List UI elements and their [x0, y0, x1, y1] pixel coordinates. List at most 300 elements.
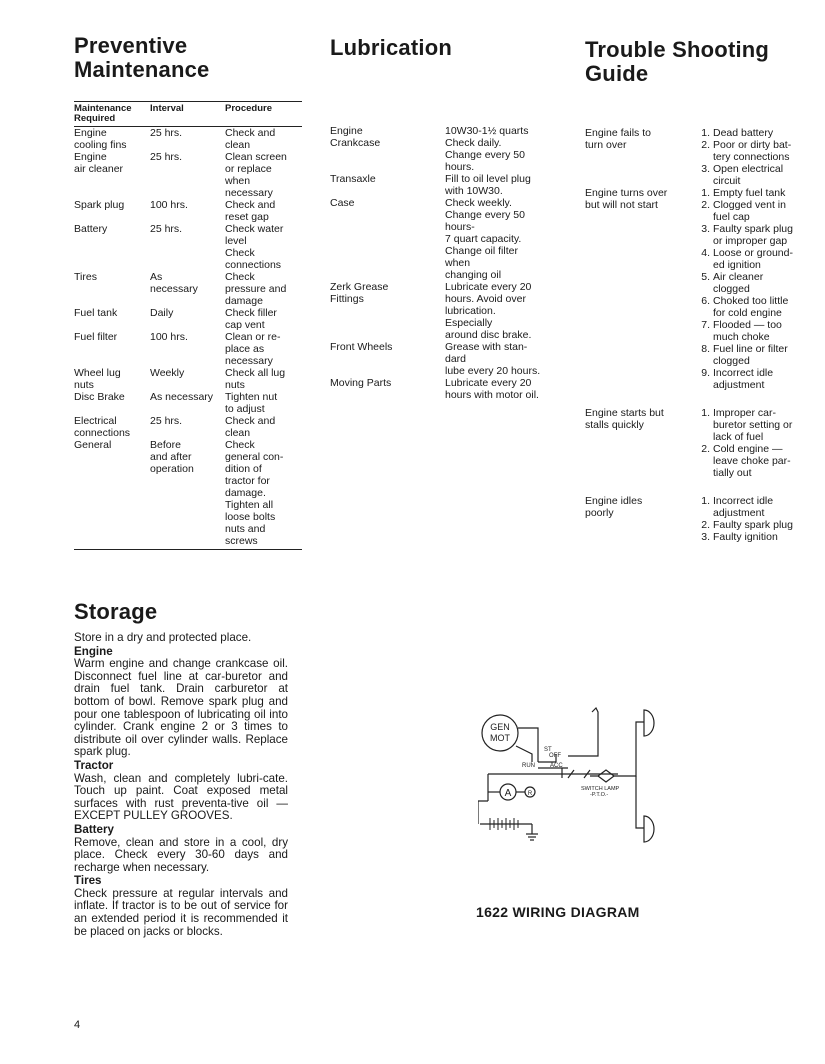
- lubrication-cell: [330, 125, 445, 173]
- lubrication-instruction: hours with motor oil.: [445, 389, 539, 401]
- maintenance-interval: 25 hrs.: [150, 151, 183, 163]
- table-cell: [225, 439, 302, 547]
- trouble-symptom: turn over: [585, 139, 627, 151]
- cause-text: Air cleaner: [713, 271, 764, 283]
- lubrication-cell: [445, 197, 560, 281]
- cause-text-block: [713, 223, 793, 247]
- cause-text: clogged: [713, 355, 750, 367]
- lubrication-cell: [445, 125, 560, 173]
- headlight-top: [644, 710, 654, 736]
- cause-text-block: [713, 319, 782, 343]
- table-row: [74, 199, 302, 223]
- maintenance-item: cooling fins: [74, 139, 127, 151]
- wire: [478, 801, 488, 824]
- header-interval: Interval: [150, 103, 184, 114]
- table-cell: [74, 151, 150, 199]
- maintenance-procedure: necessary: [225, 187, 273, 199]
- maintenance-procedure: Check water: [225, 223, 284, 235]
- maintenance-procedure: Tighten nut: [225, 391, 278, 403]
- lubrication-instruction: Lubricate every 20: [445, 377, 532, 389]
- lubrication-instruction: Especially: [445, 317, 493, 329]
- storage-subheading: Tires: [74, 874, 102, 888]
- table-row: [74, 331, 302, 367]
- cause-number: 7.: [701, 319, 710, 331]
- lubrication-row: [330, 281, 560, 341]
- table-row: [74, 127, 302, 151]
- maintenance-interval: 25 hrs.: [150, 127, 183, 139]
- cause-text: Loose or ground-: [713, 247, 793, 259]
- lubrication-row: [330, 341, 560, 377]
- trouble-row: [585, 127, 825, 187]
- trouble-shooting-title: [585, 38, 769, 86]
- diagram-label-st: ST: [544, 747, 552, 753]
- lubrication-instruction: when: [445, 257, 471, 269]
- cause-text: Fuel line or filter: [713, 343, 788, 355]
- trouble-cause: [700, 343, 825, 367]
- cause-text: adjustment: [713, 379, 765, 391]
- table-cell: [225, 199, 302, 223]
- table-row: [74, 307, 302, 331]
- cause-text: circuit: [713, 175, 741, 187]
- lubrication-instruction: with 10W30.: [445, 185, 503, 197]
- storage-section: [74, 632, 288, 938]
- cause-number: 9.: [701, 367, 710, 379]
- table-cell: [150, 271, 225, 307]
- cause-text: adjustment: [713, 507, 765, 519]
- cause-text-block: [713, 367, 773, 391]
- wire: [518, 728, 538, 762]
- cause-text-block: [713, 139, 791, 163]
- cause-text-block: [713, 519, 793, 531]
- lubrication-item: Fittings: [330, 293, 364, 305]
- lubrication-cell: [330, 341, 445, 377]
- cause-text: Faulty spark plug: [713, 519, 793, 531]
- table-cell: [74, 271, 150, 307]
- diagram-label-acc: ACC: [550, 763, 563, 769]
- trouble-cause: [700, 163, 825, 187]
- diagram-label-pto: -P.T.O.-: [590, 792, 609, 798]
- maintenance-procedure: to adjust: [225, 403, 265, 415]
- table-cell: [225, 391, 302, 415]
- table-cell: [225, 223, 302, 271]
- maintenance-item: nuts: [74, 379, 94, 391]
- cause-number: 8.: [701, 343, 710, 355]
- maintenance-table-header: [74, 101, 302, 127]
- trouble-symptom: poorly: [585, 507, 614, 519]
- title-line: Guide: [585, 61, 649, 86]
- wire: [636, 776, 644, 828]
- cause-text: leave choke par-: [713, 455, 791, 467]
- lubrication-item: Transaxle: [330, 173, 376, 185]
- table-cell: [225, 127, 302, 151]
- maintenance-item: Tires: [74, 271, 97, 283]
- cause-number: 2.: [701, 199, 710, 211]
- cause-text: Dead battery: [713, 127, 774, 139]
- trouble-cause: [700, 495, 825, 519]
- table-cell: [74, 223, 150, 271]
- table-row: [74, 271, 302, 307]
- lubrication-instruction: Lubricate every 20: [445, 281, 532, 293]
- maintenance-item: Wheel lug: [74, 367, 121, 379]
- lamp-switch: [590, 770, 614, 782]
- lubrication-instruction: Change oil filter: [445, 245, 518, 257]
- table-cell: [225, 151, 302, 199]
- table-row: [74, 367, 302, 391]
- table-cell: [225, 415, 302, 439]
- table-cell: [74, 307, 150, 331]
- cause-text: much choke: [713, 331, 770, 343]
- trouble-causes: [700, 407, 825, 479]
- wire: [568, 708, 598, 756]
- trouble-cause: [700, 223, 825, 247]
- maintenance-interval: 25 hrs.: [150, 223, 183, 235]
- maintenance-procedure: place as: [225, 343, 265, 355]
- maintenance-procedure: Check filler: [225, 307, 277, 319]
- cause-text-block: [713, 295, 788, 319]
- diagram-label-off: OFF: [549, 753, 561, 759]
- storage-paragraph: Remove, clean and store in a cool, dry place. Check every 30-60 days and recharge when necessary.: [74, 835, 288, 874]
- maintenance-item: Spark plug: [74, 199, 125, 211]
- maintenance-interval: Before: [150, 439, 181, 451]
- trouble-cause: [700, 139, 825, 163]
- lubrication-item: Moving Parts: [330, 377, 392, 389]
- lubrication-row: [330, 377, 560, 401]
- trouble-cause: [700, 319, 825, 343]
- lubrication-item: Engine: [330, 125, 363, 137]
- storage-subheading: Engine: [74, 644, 113, 658]
- cause-number: 1.: [701, 495, 710, 507]
- table-cell: [150, 331, 225, 367]
- storage-paragraph: Check pressure at regular intervals and inflate. If tractor is to be out of service for an extended period it is recommended it be placed on jacks or blocks.: [74, 886, 288, 938]
- cause-text: Open electrical: [713, 163, 784, 175]
- maintenance-procedure: nuts and: [225, 523, 266, 535]
- maintenance-item: Fuel tank: [74, 307, 118, 319]
- cause-number: 3.: [701, 223, 710, 235]
- cause-text-block: [713, 495, 773, 519]
- maintenance-interval: 25 hrs.: [150, 415, 183, 427]
- trouble-symptom: Engine turns over: [585, 187, 668, 199]
- maintenance-interval: As: [150, 271, 163, 283]
- trouble-causes: [700, 187, 825, 391]
- trouble-symptom: Engine idles: [585, 495, 643, 507]
- maintenance-procedure: Check: [225, 271, 255, 283]
- table-cell: [150, 307, 225, 331]
- header-maintenance-required: [74, 104, 150, 124]
- trouble-symptom: Engine starts but: [585, 407, 664, 419]
- cause-number: 4.: [701, 247, 710, 259]
- lubrication-cell: [330, 377, 445, 401]
- maintenance-procedure: reset gap: [225, 211, 269, 223]
- lubrication-cell: [445, 173, 560, 197]
- trouble-symptom: but will not start: [585, 199, 658, 211]
- cause-text: clogged: [713, 283, 750, 295]
- cause-number: 2.: [701, 139, 710, 151]
- cause-text: Cold engine —: [713, 443, 783, 455]
- maintenance-procedure: Check all lug: [225, 367, 286, 379]
- maintenance-interval: As necessary: [150, 391, 214, 403]
- lubrication-item: Zerk Grease: [330, 281, 389, 293]
- maintenance-procedure: Tighten all: [225, 499, 274, 511]
- diagram-label-gen: GEN: [490, 722, 510, 732]
- maintenance-procedure: Check and: [225, 415, 276, 427]
- lubrication-row: [330, 125, 560, 173]
- maintenance-procedure: nuts: [225, 379, 245, 391]
- maintenance-procedure: Check and: [225, 199, 276, 211]
- headlight-bottom: [644, 816, 654, 842]
- trouble-symptom: stalls quickly: [585, 419, 644, 431]
- maintenance-interval: necessary: [150, 283, 198, 295]
- maintenance-rows: [74, 127, 302, 547]
- table-row: [74, 223, 302, 271]
- wiring-diagram-title: 1622 WIRING DIAGRAM: [476, 904, 640, 920]
- trouble-cause: [700, 531, 825, 543]
- wiring-diagram: [478, 706, 678, 846]
- table-cell: [74, 367, 150, 391]
- maintenance-procedure: clean: [225, 427, 251, 439]
- lubrication-instruction: Check weekly.: [445, 197, 512, 209]
- cause-number: 1.: [701, 127, 710, 139]
- lubrication-instruction: around disc brake.: [445, 329, 532, 341]
- diagram-label-ammeter: A: [504, 788, 512, 799]
- cause-text-block: [713, 407, 792, 443]
- header-procedure: Procedure: [225, 103, 272, 114]
- lubrication-item: Front Wheels: [330, 341, 393, 353]
- table-cell: [150, 391, 225, 415]
- lubrication-title: Lubrication: [330, 35, 452, 60]
- wire: [614, 722, 644, 776]
- table-row: [74, 391, 302, 415]
- title-line: Maintenance: [74, 57, 210, 82]
- lubrication-instruction: lubrication.: [445, 305, 496, 317]
- storage-intro: Store in a dry and protected place.: [74, 631, 252, 644]
- table-cell: [150, 199, 225, 223]
- lubrication-cell: [445, 281, 560, 341]
- wire: [516, 746, 532, 762]
- cause-text: Flooded — too: [713, 319, 782, 331]
- trouble-cause: [700, 247, 825, 271]
- trouble-cause: [700, 127, 825, 139]
- maintenance-procedure: or replace: [225, 163, 272, 175]
- table-cell: [74, 391, 150, 415]
- lubrication-row: [330, 173, 560, 197]
- trouble-cause: [700, 187, 825, 199]
- cause-number: 6.: [701, 295, 710, 307]
- maintenance-item: air cleaner: [74, 163, 124, 175]
- lubrication-item: Case: [330, 197, 355, 209]
- maintenance-item: Battery: [74, 223, 108, 235]
- lubrication-list: [330, 125, 560, 401]
- maintenance-procedure: clean: [225, 139, 251, 151]
- cause-text: Faulty spark plug: [713, 223, 793, 235]
- cause-number: 2.: [701, 443, 710, 455]
- header-text: Required: [74, 113, 116, 124]
- table-bottom-rule: [74, 549, 302, 550]
- maintenance-procedure: Check: [225, 247, 255, 259]
- trouble-symptom-cell: [585, 495, 700, 543]
- table-cell: [150, 127, 225, 151]
- maintenance-procedure: Clean or re-: [225, 331, 281, 343]
- cause-text: ed ignition: [713, 259, 761, 271]
- cause-text: Improper car-: [713, 407, 777, 419]
- cause-text: tially out: [713, 467, 752, 479]
- diagram-label-mot: MOT: [490, 733, 510, 743]
- cause-number: 3.: [701, 163, 710, 175]
- cause-text-block: [713, 531, 778, 543]
- table-cell: [225, 367, 302, 391]
- diagram-label-regulator: R: [527, 791, 533, 797]
- lubrication-row: [330, 197, 560, 281]
- trouble-cause: [700, 271, 825, 295]
- cause-text: lack of fuel: [713, 431, 764, 443]
- trouble-cause: [700, 407, 825, 443]
- maintenance-procedure: when: [225, 175, 251, 187]
- trouble-cause: [700, 367, 825, 391]
- preventive-maintenance-title: [74, 34, 209, 82]
- cause-text: Empty fuel tank: [713, 187, 786, 199]
- table-cell: [74, 439, 150, 547]
- cause-text: Incorrect idle: [713, 367, 774, 379]
- maintenance-item: Electrical: [74, 415, 117, 427]
- cause-text: Incorrect idle: [713, 495, 774, 507]
- table-cell: [74, 331, 150, 367]
- cause-text: Clogged vent in: [713, 199, 786, 211]
- trouble-causes: [700, 495, 825, 543]
- maintenance-procedure: damage: [225, 295, 263, 307]
- trouble-cause: [700, 199, 825, 223]
- maintenance-item: Fuel filter: [74, 331, 118, 343]
- lubrication-instruction: hours. Avoid over: [445, 293, 526, 305]
- cause-text: tery connections: [713, 151, 790, 163]
- cause-text: Faulty ignition: [713, 531, 778, 543]
- trouble-causes: [700, 127, 825, 187]
- maintenance-interval: 100 hrs.: [150, 331, 188, 343]
- table-row: [74, 439, 302, 547]
- cause-text: Choked too little: [713, 295, 789, 307]
- lubrication-instruction: 10W30-1½ quarts: [445, 125, 529, 137]
- trouble-cause: [700, 295, 825, 319]
- cause-text-block: [713, 199, 786, 223]
- cause-text-block: [713, 127, 773, 139]
- table-row: [74, 415, 302, 439]
- maintenance-item: Disc Brake: [74, 391, 125, 403]
- storage-subsections: [74, 646, 288, 939]
- maintenance-procedure: general con-: [225, 451, 284, 463]
- storage-title: Storage: [74, 599, 158, 624]
- table-cell: [225, 271, 302, 307]
- lubrication-instruction: 7 quart capacity.: [445, 233, 522, 245]
- maintenance-item: General: [74, 439, 112, 451]
- cause-number: 1.: [701, 187, 710, 199]
- maintenance-procedure: connections: [225, 259, 282, 271]
- maintenance-item: connections: [74, 427, 131, 439]
- table-cell: [74, 127, 150, 151]
- maintenance-procedure: dition of: [225, 463, 262, 475]
- lubrication-instruction: Change every 50: [445, 209, 525, 221]
- table-cell: [150, 367, 225, 391]
- cause-text-block: [713, 271, 763, 295]
- cause-text-block: [713, 247, 793, 271]
- lubrication-instruction: hours-: [445, 221, 475, 233]
- lubrication-cell: [330, 281, 445, 341]
- maintenance-procedure: loose bolts: [225, 511, 276, 523]
- page-number: 4: [74, 1019, 81, 1031]
- table-row: [74, 151, 302, 199]
- header-text: Maintenance: [74, 103, 132, 114]
- lubrication-instruction: Check daily.: [445, 137, 502, 149]
- storage-paragraph: Warm engine and change crankcase oil. Disconnect fuel line at car-buretor and drain fuel tank. Drain carburetor at bottom of bowl. Remove spark plug and pour one tablespoon of lubricating oil into cylinder. Crank engine 2 or 3 times to distribute oil over cylinder walls. Replace spark plug.: [74, 657, 288, 759]
- trouble-shooting-list: [585, 127, 825, 543]
- trouble-cause: [700, 443, 825, 479]
- maintenance-interval: operation: [150, 463, 194, 475]
- title-line: Preventive: [74, 33, 188, 58]
- table-cell: [150, 151, 225, 199]
- lubrication-instruction: Grease with stan-: [445, 341, 528, 353]
- maintenance-interval: 100 hrs.: [150, 199, 188, 211]
- lubrication-instruction: lube every 20 hours.: [445, 365, 541, 377]
- cause-number: 3.: [701, 531, 710, 543]
- lubrication-instruction: dard: [445, 353, 467, 365]
- trouble-row: [585, 495, 825, 543]
- maintenance-procedure: pressure and: [225, 283, 287, 295]
- cause-text: or improper gap: [713, 235, 788, 247]
- diagram-label-run: RUN: [522, 763, 535, 769]
- table-cell: [150, 223, 225, 271]
- cause-text-block: [713, 443, 791, 479]
- title-line: Trouble Shooting: [585, 37, 770, 62]
- table-cell: [74, 415, 150, 439]
- cause-text: Poor or dirty bat-: [713, 139, 792, 151]
- maintenance-interval: Daily: [150, 307, 174, 319]
- cause-number: 5.: [701, 271, 710, 283]
- lubrication-instruction: hours.: [445, 161, 475, 173]
- trouble-symptom: Engine fails to: [585, 127, 651, 139]
- maintenance-procedure: level: [225, 235, 247, 247]
- table-cell: [150, 415, 225, 439]
- storage-paragraph: Wash, clean and completely lubri-cate. Touch up paint. Coat exposed metal surfaces with rust preventa-tive oil — EXCEPT PULLEY GROOVES.: [74, 771, 288, 823]
- trouble-symptom-cell: [585, 407, 700, 479]
- storage-subheading: Battery: [74, 822, 114, 836]
- diagram-label-switch-lamp: SWITCH LAMP: [581, 786, 620, 792]
- maintenance-procedure: damage.: [225, 487, 266, 499]
- lubrication-cell: [330, 197, 445, 281]
- table-cell: [225, 307, 302, 331]
- table-cell: [150, 439, 225, 547]
- trouble-symptom-cell: [585, 187, 700, 391]
- maintenance-procedure: Check: [225, 439, 255, 451]
- maintenance-procedure: Check and: [225, 127, 276, 139]
- cause-number: 2.: [701, 519, 710, 531]
- lubrication-cell: [330, 173, 445, 197]
- cause-text-block: [713, 187, 785, 199]
- cause-text-block: [713, 343, 788, 367]
- cause-text-block: [713, 163, 783, 187]
- cause-text: buretor setting or: [713, 419, 793, 431]
- maintenance-procedure: necessary: [225, 355, 273, 367]
- cause-text: fuel cap: [713, 211, 750, 223]
- maintenance-procedure: Clean screen: [225, 151, 287, 163]
- lubrication-instruction: changing oil: [445, 269, 502, 281]
- maintenance-procedure: cap vent: [225, 319, 265, 331]
- maintenance-item: Engine: [74, 127, 107, 139]
- maintenance-item: Engine: [74, 151, 107, 163]
- cause-text: for cold engine: [713, 307, 782, 319]
- maintenance-interval: Weekly: [150, 367, 185, 379]
- trouble-symptom-cell: [585, 127, 700, 187]
- table-cell: [74, 199, 150, 223]
- trouble-row: [585, 187, 825, 391]
- cause-number: 1.: [701, 407, 710, 419]
- lubrication-cell: [445, 341, 560, 377]
